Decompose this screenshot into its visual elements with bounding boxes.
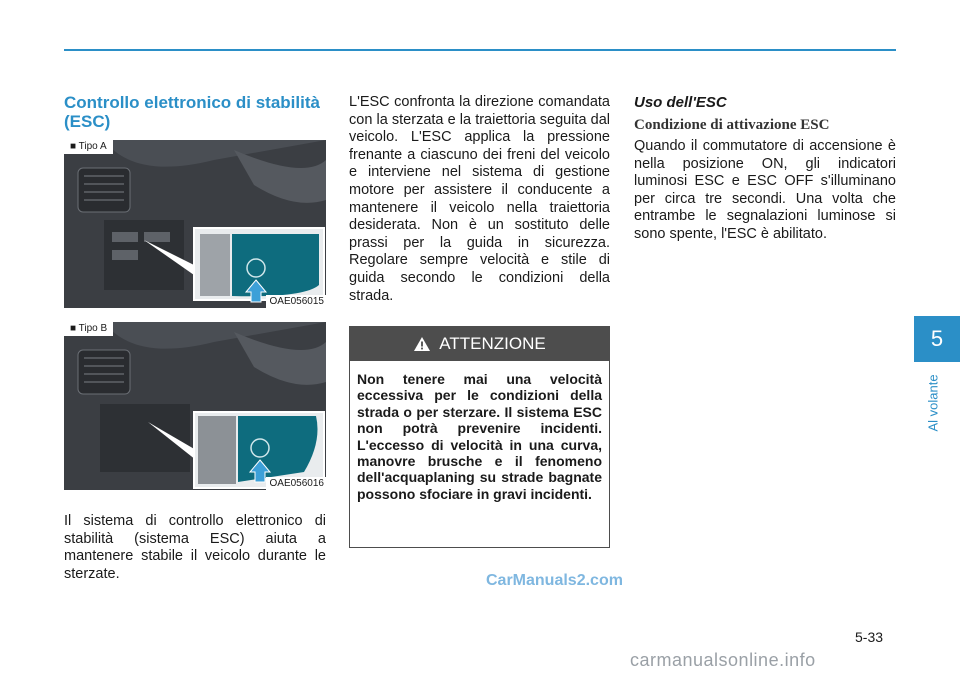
watermark-link[interactable]: CarManuals2.com — [486, 572, 623, 589]
activation-paragraph: Quando il commutatore di accensione è nella posizione ON, gli indicatori luminosi ESC e ESC OFF s'illuminano per circa tre secondi. Una volta che entrambe le segnalazioni luminose si sono spente, l'ESC è abilitato. — [634, 138, 896, 242]
figure-type-b — [64, 322, 326, 490]
figure-code: OAE056015 — [266, 295, 327, 308]
chapter-name-vertical — [922, 368, 944, 438]
dashboard-illustration-a — [64, 140, 326, 308]
figure-label: ■ Tipo A — [64, 140, 113, 154]
condition-subheading: Condizione di attivazione ESC — [634, 117, 830, 133]
usage-heading: Uso dell'ESC — [634, 94, 727, 111]
section-title: Controllo elettronico di stabilità (ESC) — [64, 93, 320, 131]
figure-code: OAE056016 — [266, 477, 327, 490]
chapter-tab — [914, 316, 960, 362]
figure-type-a — [64, 140, 326, 308]
chapter-number: 5 — [930, 326, 944, 351]
esc-description-paragraph: L'ESC confronta la direzione comandata con la sterzata e la traiettoria seguita dal veicolo. L'ESC applica la pressione frenante a ciascuno dei freni del veicolo e interviene nel sistema di gestione motore per assistere il conducente a mantenere il veicolo nella traiettoria desiderata. Non è un sostituto delle prassi per la guida in sicurezza. Regolare sempre velocità e stile di guida secondo le condizioni della strada. — [349, 94, 610, 304]
dashboard-illustration-b — [64, 322, 326, 490]
bottom-watermark: carmanualsonline.info — [630, 650, 816, 670]
page-number: 5-33 — [855, 629, 884, 645]
top-rule — [64, 49, 896, 51]
chapter-name: Al volante — [925, 374, 941, 432]
warning-heading: ATTENZIONE — [439, 334, 546, 353]
figure-label: ■ Tipo B — [64, 322, 113, 336]
warning-header — [350, 327, 609, 361]
warning-text: Non tenere mai una velocità eccessiva per le condizioni della strada o per sterzare. Il sistema ESC non potrà prevenire incidenti. L'eccesso di velocità in una curva, manovre brusche e il fenomeno dell'acquaplaning su strade bagnate possono sfociare in gravi incidenti. — [357, 371, 602, 502]
warning-box — [349, 326, 610, 548]
intro-paragraph: Il sistema di controllo elettronico di stabilità (sistema ESC) aiuta a mantenere stabile il veicolo durante le sterzate. — [64, 513, 326, 582]
warning-triangle-icon — [413, 336, 431, 352]
